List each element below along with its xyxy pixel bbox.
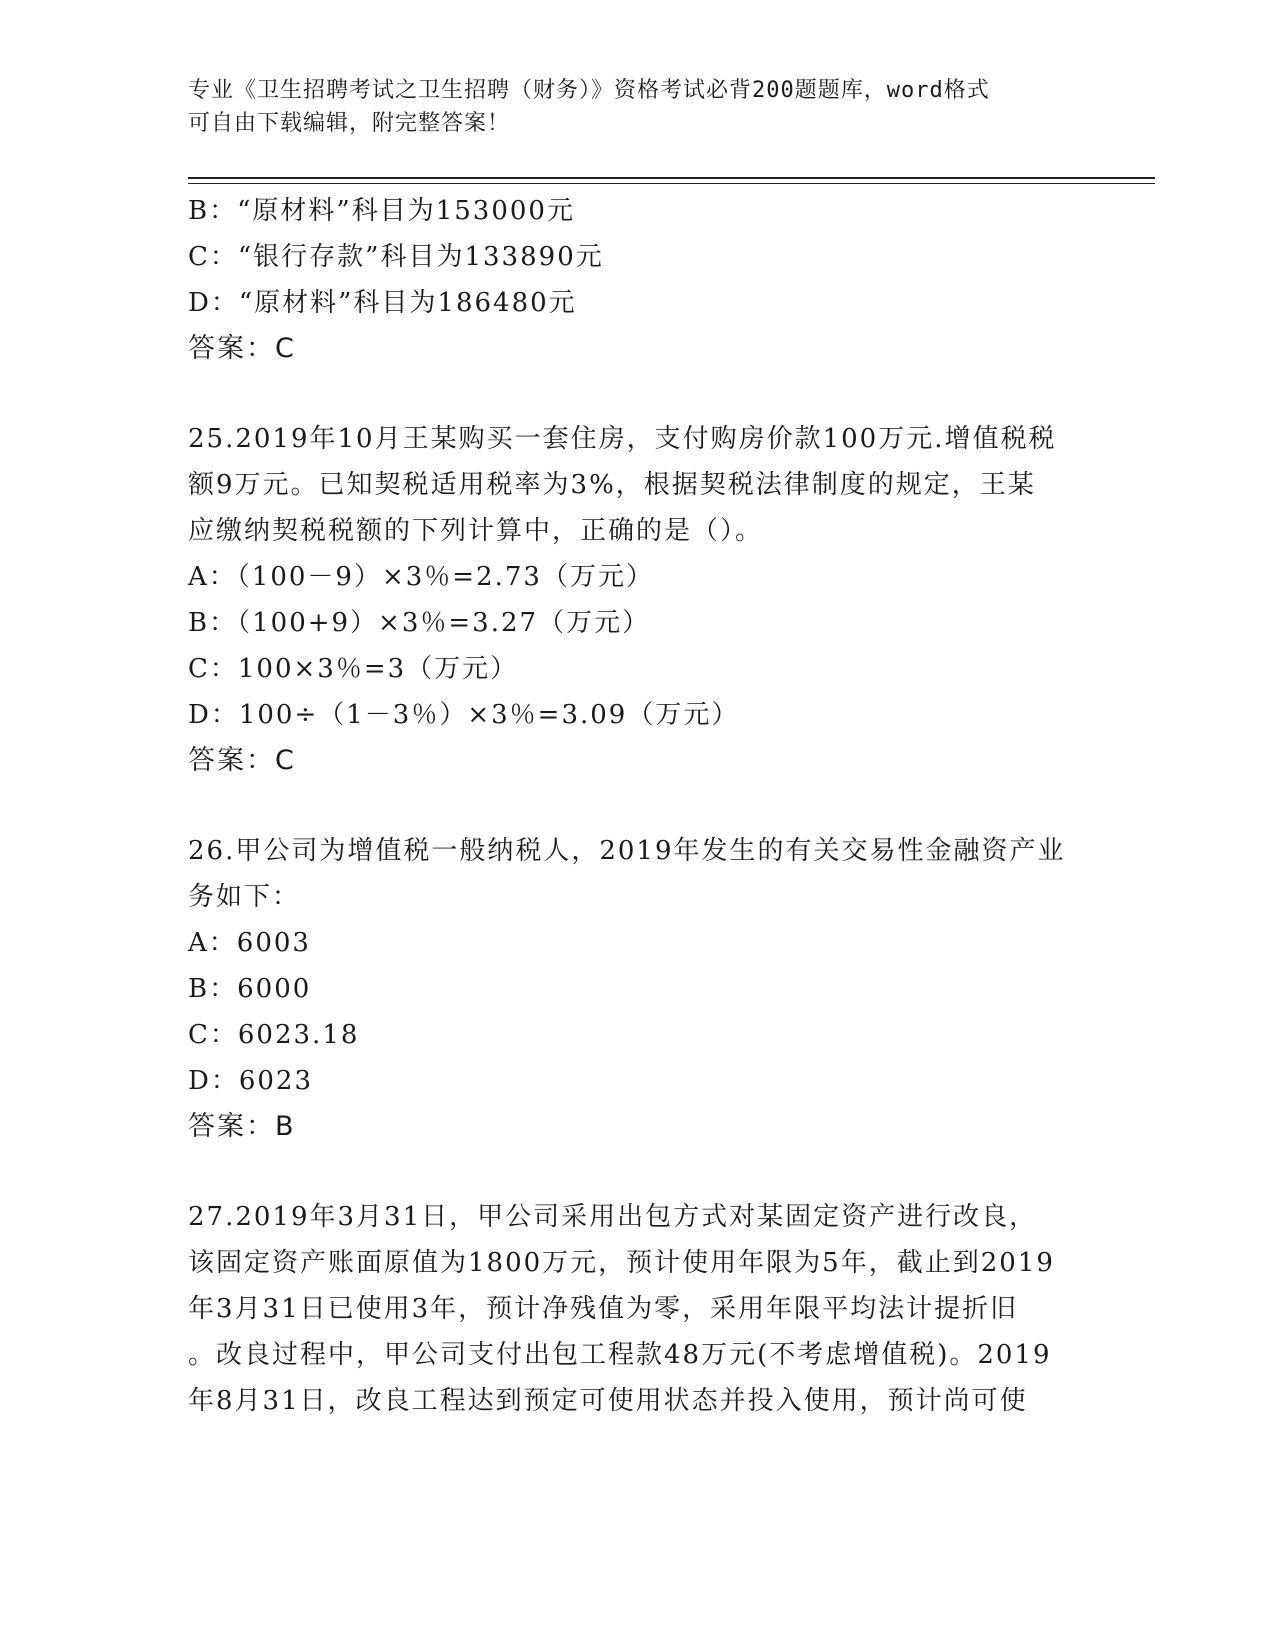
question-25	[188, 416, 1088, 784]
q26-stem-line-1: 26.甲公司为增值税一般纳税人，2019年发生的有关交易性金融资产业	[188, 836, 1066, 866]
header-title-line-1: 专业《卫生招聘考试之卫生招聘（财务）》资格考试必背200题题库，word格式	[188, 78, 990, 103]
question-26	[188, 828, 1088, 1150]
q24-option-d: D：“原材料”科目为186480元	[188, 288, 577, 318]
q25-stem-line-3: 应缴纳契税税额的下列计算中，正确的是（）。	[188, 516, 764, 546]
q25-option-c: C：100×3％=3（万元）	[188, 654, 519, 684]
q24-option-b: B：“原材料”科目为153000元	[188, 196, 575, 226]
q26-stem-line-2: 务如下：	[188, 882, 301, 912]
question-27	[188, 1194, 1088, 1424]
q26-option-c: C：6023.18	[188, 1020, 360, 1050]
q25-answer: 答案：C	[188, 745, 296, 776]
header-rule-thick	[188, 177, 1155, 179]
q27-stem-line-5: 年8月31日，改良工程达到预定可使用状态并投入使用，预计尚可使	[188, 1386, 1028, 1416]
q27-stem-line-1: 27.2019年3月31日，甲公司采用出包方式对某固定资产进行改良，	[188, 1202, 1038, 1232]
q26-answer: 答案：B	[188, 1111, 296, 1142]
header-title-line-2: 可自由下载编辑，附完整答案！	[188, 111, 511, 136]
q27-stem-line-2: 该固定资产账面原值为1800万元，预计使用年限为5年，截止到2019	[188, 1248, 1055, 1278]
q26-option-d: D：6023	[188, 1066, 314, 1096]
q26-option-a: A：6003	[188, 928, 311, 958]
spacer	[188, 372, 1088, 416]
q27-stem-line-3: 年3月31日已使用3年，预计净残值为零，采用年限平均法计提折旧	[188, 1294, 1019, 1324]
question-24-tail	[188, 188, 1088, 372]
q24-option-c: C：“银行存款”科目为133890元	[188, 242, 604, 272]
q25-stem-line-1: 25.2019年10月王某购买一套住房，支付购房价款100万元.增值税税	[188, 424, 1057, 454]
q27-stem-line-4: 。改良过程中，甲公司支付出包工程款48万元(不考虑增值税)。2019	[188, 1340, 1052, 1370]
header-rule-thin	[188, 183, 1155, 184]
q25-option-b: B：（100+9）×3％=3.27（万元）	[188, 608, 651, 638]
spacer	[188, 784, 1088, 828]
q26-option-b: B：6000	[188, 974, 312, 1004]
q25-stem-line-2: 额9万元。已知契税适用税率为3%，根据契税法律制度的规定，王某	[188, 470, 1036, 500]
q25-option-d: D：100÷（1－3％）×3％=3.09（万元）	[188, 700, 740, 730]
page-header	[188, 74, 1088, 140]
q24-answer: 答案：C	[188, 333, 296, 364]
question-content	[188, 188, 1088, 1424]
spacer	[188, 1150, 1088, 1194]
q25-option-a: A：（100－9）×3％=2.73（万元）	[188, 562, 654, 592]
